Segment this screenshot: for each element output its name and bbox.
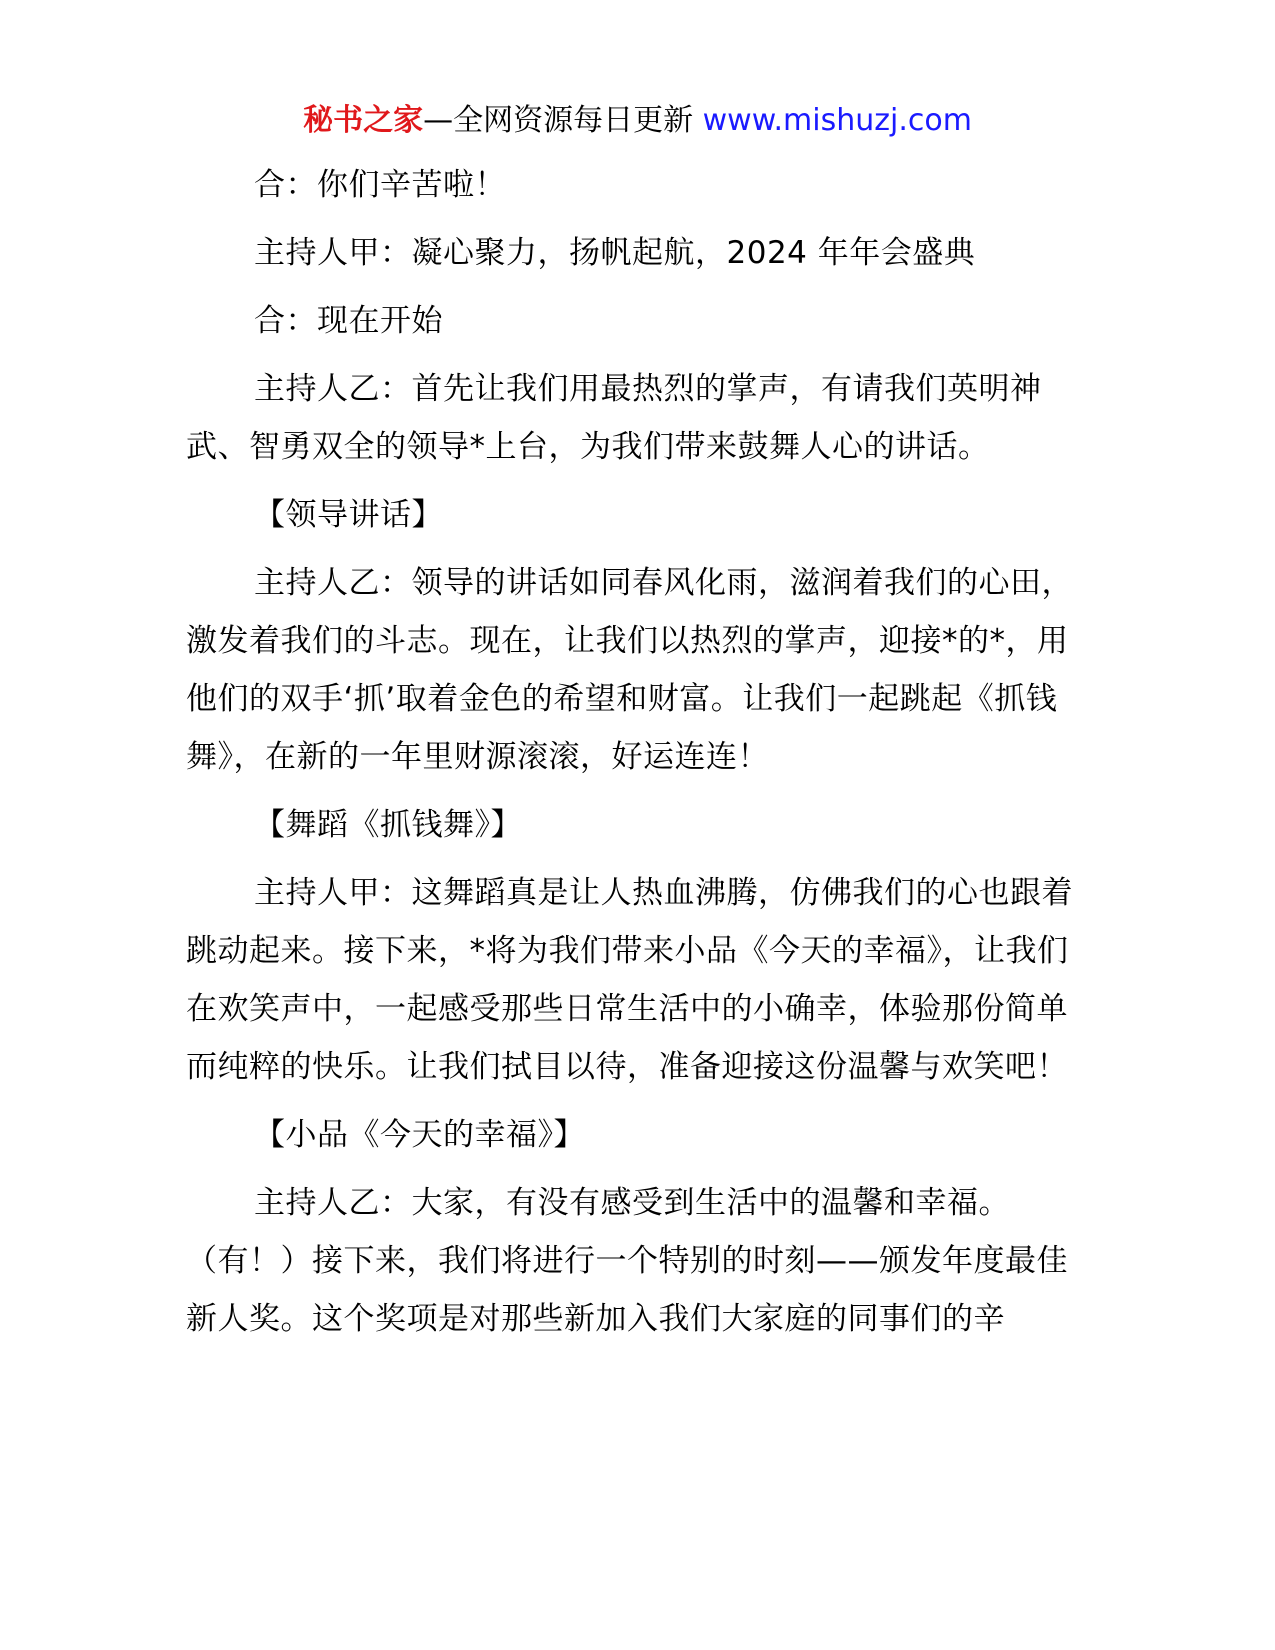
paragraph-host-b-dance-intro: 主持人乙：领导的讲话如同春风化雨，滋润着我们的心田，激发着我们的斗志。现在，让我们以热烈的掌声，迎接*的*，用他们的双手‘抓’取着金色的希望和财富。让我们一起跳起《抓钱舞》，在新的一年里财源滚滚，好运连连！ <box>186 565 1073 775</box>
site-brand: 秘书之家 <box>303 103 424 138</box>
site-url-link[interactable]: www.mishuzj.com <box>702 103 972 138</box>
paragraph-chorus-thanks: 合：你们辛苦啦！ <box>254 167 506 203</box>
page-header <box>0 100 1275 142</box>
site-tagline: —全网资源每日更新 <box>423 103 703 138</box>
stage-direction-skit: 【小品《今天的幸福》】 <box>254 1117 585 1153</box>
paragraph-host-a-opening: 主持人甲：凝心聚力，扬帆起航，2024 年年会盛典 <box>254 235 976 271</box>
paragraph-host-a-skit-intro: 主持人甲：这舞蹈真是让人热血沸腾，仿佛我们的心也跟着跳动起来。接下来，*将为我们带来小品《今天的幸福》，让我们在欢笑声中，一起感受那些日常生活中的小确幸，体验那份简单而纯粹的快乐。让我们拭目以待，准备迎接这份温馨与欢笑吧！ <box>186 875 1073 1085</box>
stage-direction-leader-speech: 【领导讲话】 <box>254 497 443 533</box>
paragraph-host-b-award-intro: 主持人乙：大家，有没有感受到生活中的温馨和幸福。（有！）接下来，我们将进行一个特别的时刻——颁发年度最佳新人奖。这个奖项是对那些新加入我们大家庭的同事们的辛 <box>186 1185 1068 1337</box>
paragraph-chorus-start: 合：现在开始 <box>254 303 443 339</box>
stage-direction-dance: 【舞蹈《抓钱舞》】 <box>254 807 522 843</box>
paragraph-host-b-invite-leader: 主持人乙：首先让我们用最热烈的掌声，有请我们英明神武、智勇双全的领导*上台，为我们带来鼓舞人心的讲话。 <box>186 371 1042 465</box>
document-body <box>186 156 1090 1358</box>
